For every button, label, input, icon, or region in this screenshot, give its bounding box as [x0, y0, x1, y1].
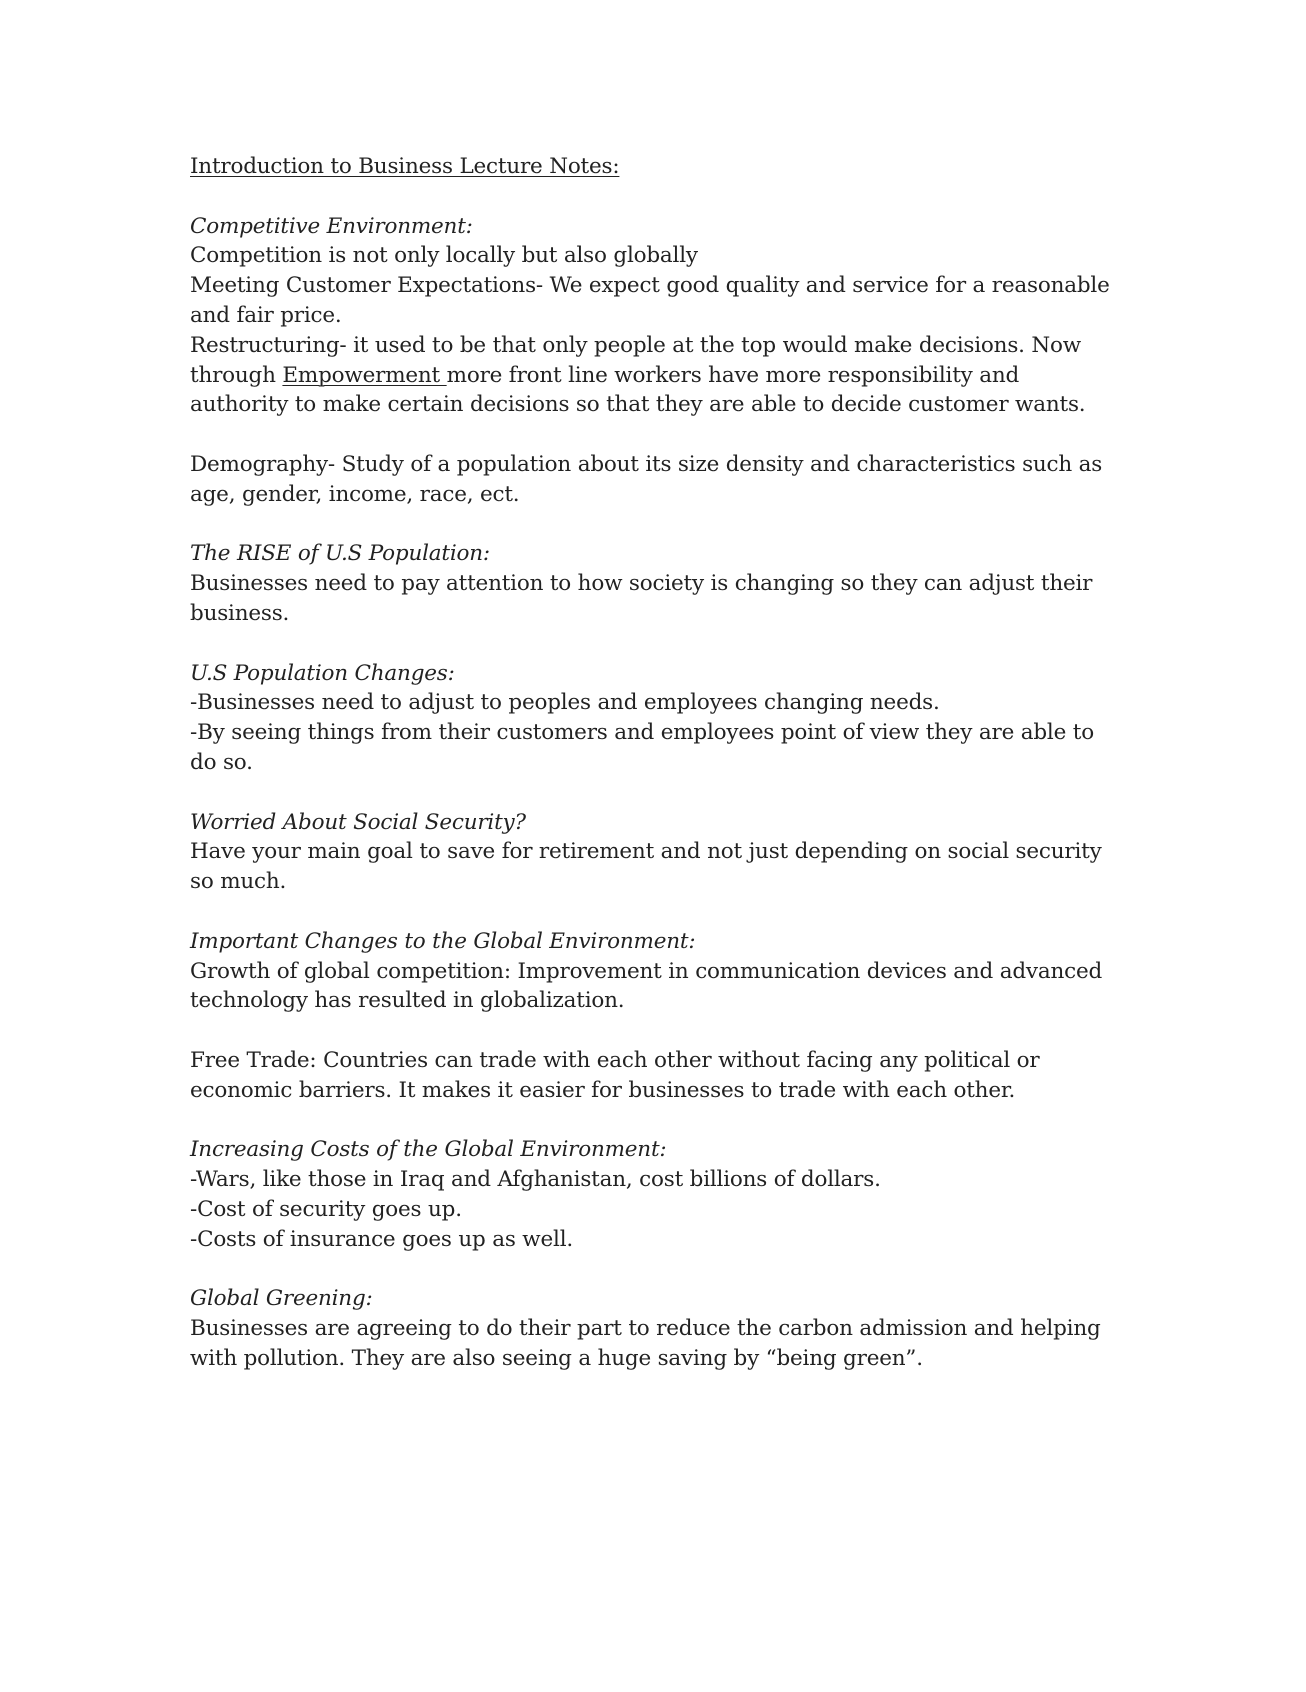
- paragraph: -By seeing things from their customers and employees point of view they are able to do so.: [190, 720, 1094, 775]
- paragraph: Meeting Customer Expectations- We expect good quality and service for a reasonable and fair price.: [190, 273, 1110, 328]
- paragraph: Demography- Study of a population about its size density and characteristics such as age, gender, income, race, ect.: [190, 451, 1103, 507]
- empowerment-term: Empowerment: [282, 362, 447, 388]
- section-heading: Competitive Environment:: [190, 213, 473, 239]
- section-free-trade: [190, 1046, 1110, 1106]
- section-population-changes: [190, 659, 1110, 778]
- section-global-greening: [190, 1284, 1110, 1373]
- paragraph: Competition is not only locally but also globally: [190, 243, 698, 269]
- document-title: Introduction to Business Lecture Notes:: [190, 154, 620, 179]
- section-demography: [190, 450, 1110, 510]
- section-heading: Important Changes to the Global Environment:: [190, 928, 696, 954]
- section-heading: U.S Population Changes:: [190, 660, 455, 686]
- section-increasing-costs: [190, 1135, 1110, 1254]
- section-heading: Increasing Costs of the Global Environment:: [190, 1137, 667, 1163]
- paragraph: -Cost of security goes up.: [190, 1196, 462, 1222]
- section-rise-population: [190, 539, 1110, 628]
- paragraph: -Businesses need to adjust to peoples and employees changing needs.: [190, 690, 940, 716]
- paragraph: Businesses need to pay attention to how society is changing so they can adjust their business.: [190, 571, 1093, 626]
- section-global-environment: [190, 927, 1110, 1016]
- paragraph: -Costs of insurance goes up as well.: [190, 1226, 574, 1252]
- paragraph-text: Restructuring- it used to be that only people at the top would make decisions. Now through: [190, 332, 1081, 388]
- section-heading: Global Greening:: [190, 1286, 373, 1312]
- paragraph: Businesses are agreeing to do their part to reduce the carbon admission and helping with pollution. They are also seeing a huge saving by “being green”.: [190, 1316, 1101, 1371]
- paragraph: Free Trade: Countries can trade with each other without facing any political or economic barriers. It makes it easier for businesses to trade with each other.: [190, 1047, 1040, 1103]
- section-heading: Worried About Social Security?: [190, 809, 526, 835]
- paragraph: -Wars, like those in Iraq and Afghanistan, cost billions of dollars.: [190, 1167, 881, 1193]
- section-heading: The RISE of U.S Population:: [190, 541, 490, 567]
- paragraph: Growth of global competition: Improvement in communication devices and advanced technology has resulted in globalization.: [190, 958, 1103, 1014]
- paragraph-restructuring: [190, 331, 1110, 420]
- document-page: [190, 152, 1110, 1403]
- section-social-security: [190, 808, 1110, 897]
- paragraph-text: more front line workers have more responsibility and authority to make certain decisions so that they are able to decide customer wants.: [190, 362, 1086, 418]
- section-competitive-environment: [190, 212, 1110, 421]
- paragraph: Have your main goal to save for retirement and not just depending on social security so much.: [190, 839, 1102, 895]
